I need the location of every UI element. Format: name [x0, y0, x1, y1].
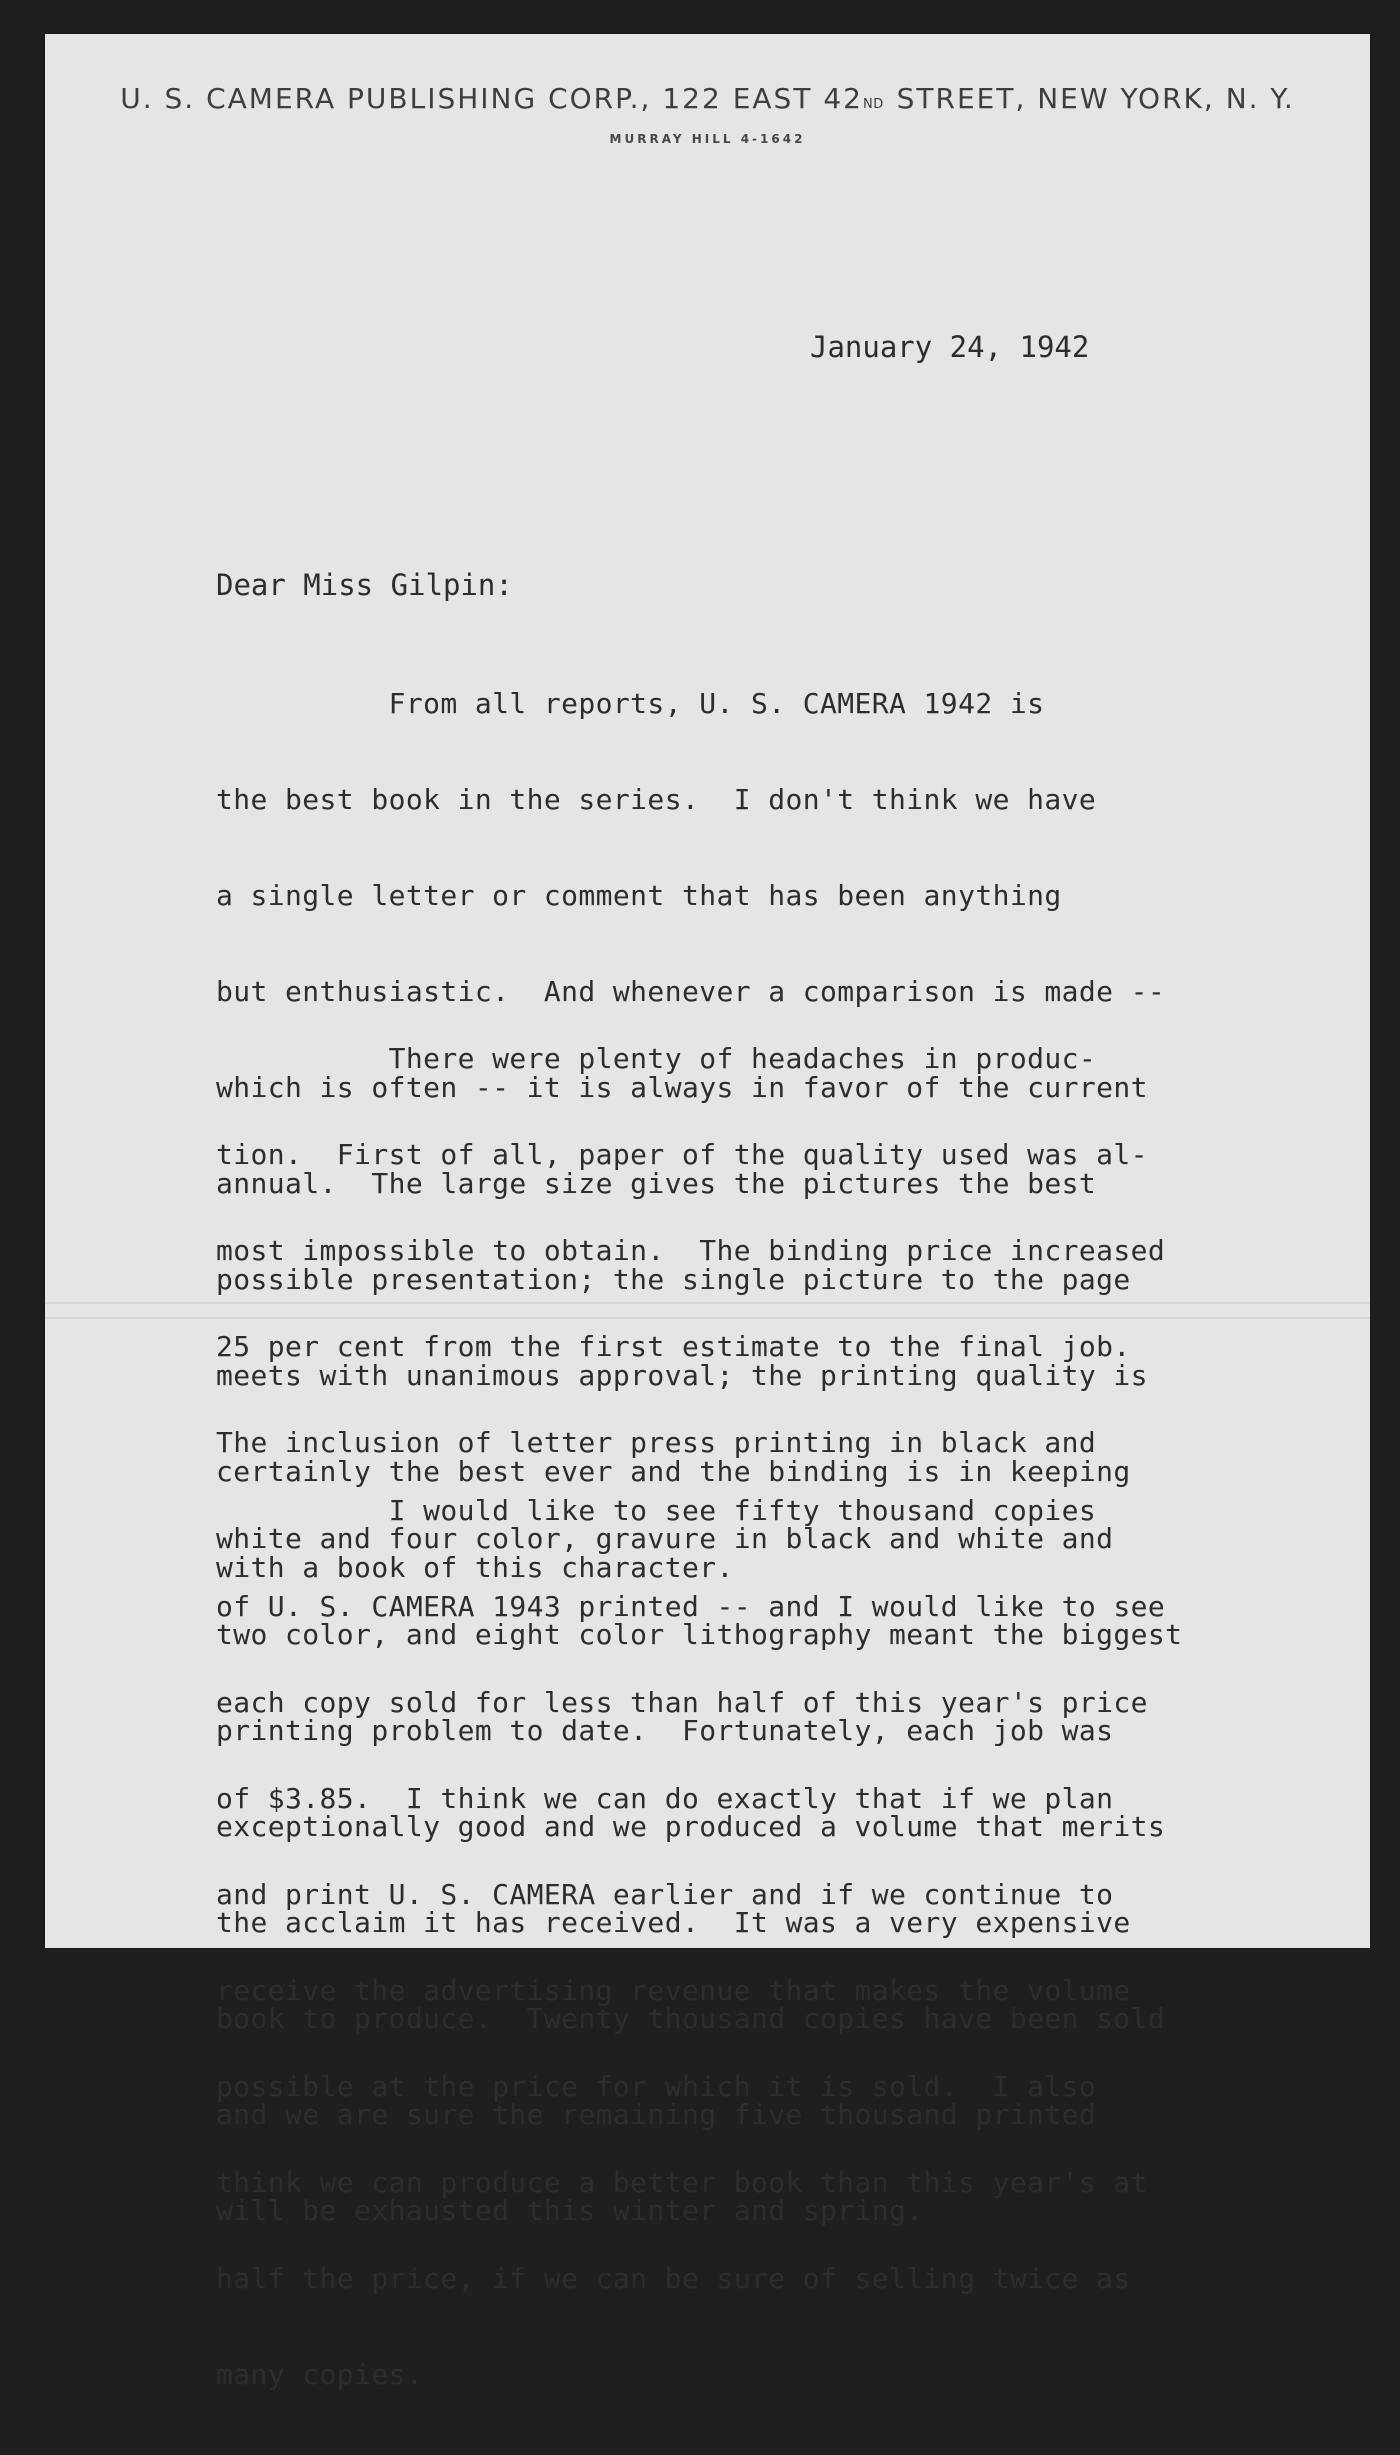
text-line: most impossible to obtain. The binding price increased	[216, 1234, 1166, 1267]
text-line: annual. The large size gives the pictures the best	[216, 1167, 1097, 1200]
text-line: think we can produce a better book than this year's at	[216, 2166, 1148, 2199]
letter-page	[45, 34, 1370, 2391]
text-line: with a book of this character.	[216, 1551, 734, 1584]
text-line: tion. First of all, paper of the quality used was al-	[216, 1138, 1148, 1171]
text-line: possible at the price for which it is sold. I also	[216, 2070, 1097, 2103]
text-line: book to produce. Twenty thousand copies have been sold	[216, 2002, 1166, 2035]
text-line: and we are sure the remaining five thousand printed	[216, 2098, 1097, 2131]
text-line: certainly the best ever and the binding is in keeping	[216, 1455, 1131, 1488]
text-line: exceptionally good and we produced a volume that merits	[216, 1810, 1166, 1843]
salutation: Dear Miss Gilpin:	[216, 568, 513, 602]
text-line: possible presentation; the single picture to the page	[216, 1263, 1131, 1296]
text-line: The inclusion of letter press printing in black and	[216, 1426, 1097, 1459]
text-line: each copy sold for less than half of this year's price	[216, 1686, 1148, 1719]
text-line: many copies.	[216, 2358, 424, 2391]
text-line: white and four color, gravure in black and white and	[216, 1522, 1114, 1555]
text-line: and print U. S. CAMERA earlier and if we continue to	[216, 1878, 1114, 1911]
text-line: the acclaim it has received. It was a very expensive	[216, 1906, 1131, 1939]
text-line: which is often -- it is always in favor of the current	[216, 1071, 1148, 1104]
text-line: but enthusiastic. And whenever a comparison is made --	[216, 975, 1166, 1008]
text-line: From all reports, U. S. CAMERA 1942 is	[216, 687, 1045, 720]
text-line: two color, and eight color lithography meant the biggest	[216, 1618, 1183, 1651]
letter-date: January 24, 1942	[810, 330, 1090, 364]
text-line: the best book in the series. I don't think we have	[216, 783, 1097, 816]
letterhead	[45, 82, 1370, 115]
letterhead-phone: MURRAY HILL 4-1642	[609, 132, 806, 146]
text-line: a single letter or comment that has been anything	[216, 879, 1062, 912]
text-line: of U. S. CAMERA 1943 printed -- and I would like to see	[216, 1590, 1166, 1623]
letterhead-company-part2: STREET, NEW YORK, N. Y.	[885, 82, 1295, 115]
letterhead-company-part1: U. S. CAMERA PUBLISHING CORP., 122 EAST 42	[120, 82, 863, 115]
text-line: 25 per cent from the first estimate to the final job.	[216, 1330, 1131, 1363]
paragraph-3	[216, 1431, 1165, 2455]
text-line: of $3.85. I think we can do exactly that if we plan	[216, 1782, 1114, 1815]
text-line: will be exhausted this winter and spring.	[216, 2194, 924, 2227]
text-line: There were plenty of headaches in produc-	[216, 1042, 1097, 1075]
text-line: I would like to see fifty thousand copies	[216, 1494, 1097, 1527]
text-line: meets with unanimous approval; the printing quality is	[216, 1359, 1148, 1392]
text-line: receive the advertising revenue that makes the volume	[216, 1974, 1131, 2007]
text-line: half the price, if we can be sure of selling twice as	[216, 2262, 1131, 2295]
text-line: printing problem to date. Fortunately, each job was	[216, 1714, 1114, 1747]
letterhead-ordinal: ND	[862, 97, 884, 112]
